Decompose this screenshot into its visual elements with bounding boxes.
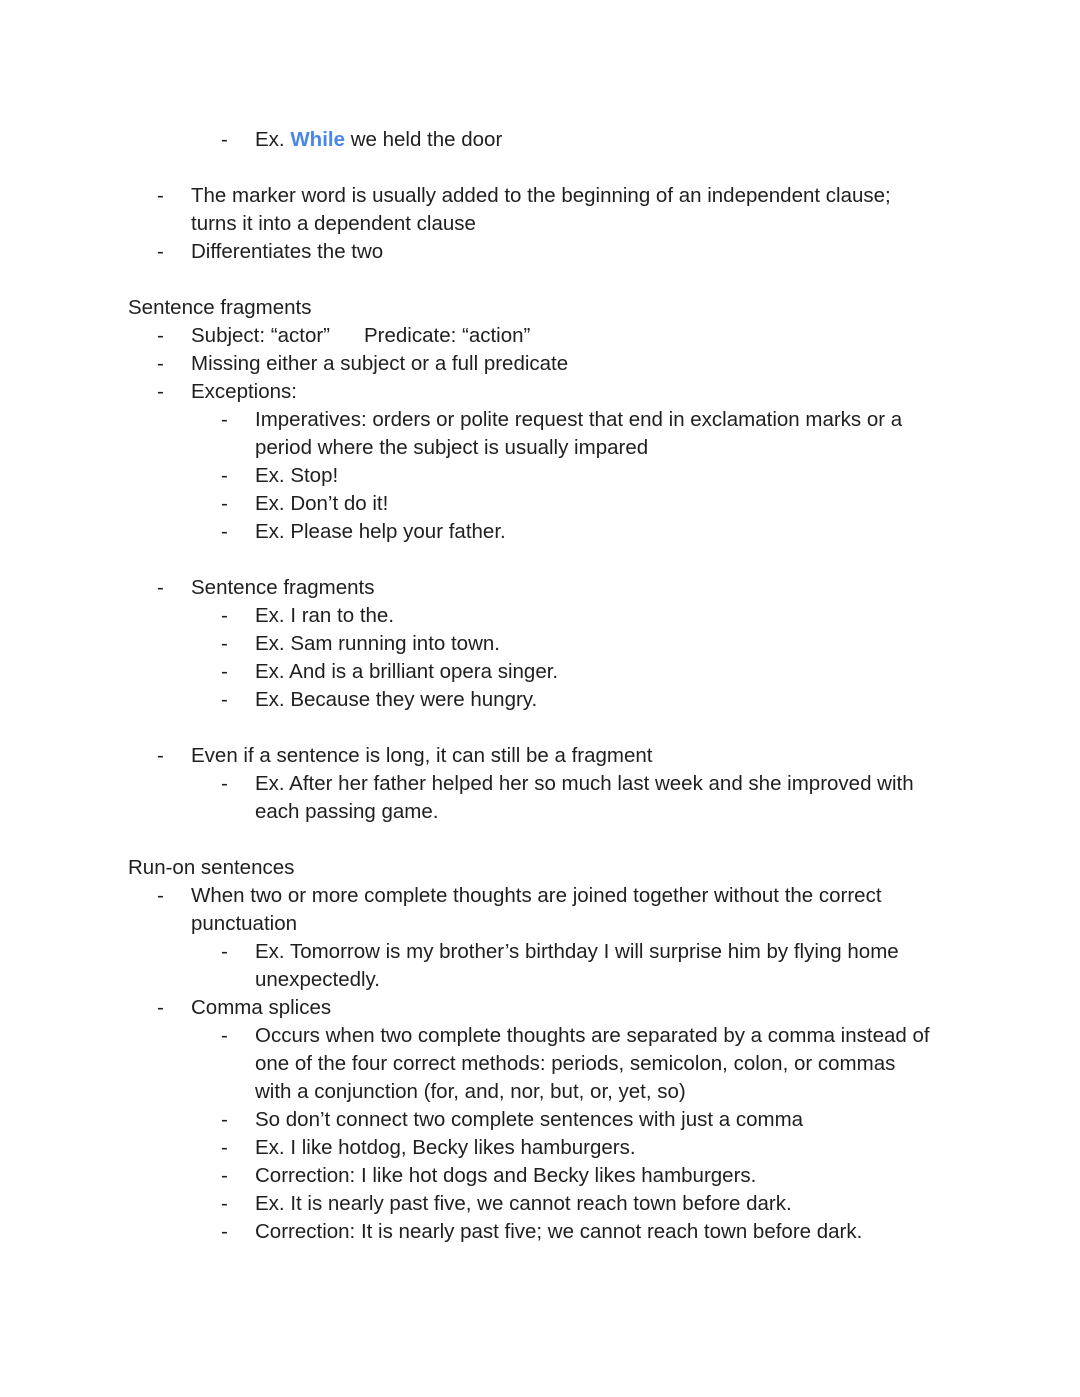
comma-splice-definition: one of the four correct methods: periods, semicolon, colon, or commas bbox=[255, 1052, 896, 1075]
bullet-dash: - bbox=[157, 352, 164, 375]
fragment-example: Ex. Because they were hungry. bbox=[255, 688, 538, 711]
bullet-dash: - bbox=[157, 380, 164, 403]
fragment-example: Ex. Sam running into town. bbox=[255, 632, 500, 655]
long-fragment-note: Even if a sentence is long, it can still be a fragment bbox=[191, 744, 653, 767]
marker-note-line: The marker word is usually added to the beginning of an independent clause; bbox=[191, 184, 891, 207]
imperatives-line: Imperatives: orders or polite request that end in exclamation marks or a bbox=[255, 408, 903, 431]
bullet-dash: - bbox=[157, 240, 164, 263]
bullet-dash: - bbox=[157, 576, 164, 599]
comma-splice-detail: So don’t connect two complete sentences with just a comma bbox=[255, 1108, 804, 1131]
comma-splice-detail: Ex. It is nearly past five, we cannot reach town before dark. bbox=[255, 1192, 792, 1215]
bullet-dash: - bbox=[221, 1108, 228, 1131]
fragment-example: Ex. I ran to the. bbox=[255, 604, 395, 627]
fragments-subheading: Sentence fragments bbox=[191, 576, 375, 599]
exception-example: Ex. Stop! bbox=[255, 464, 339, 487]
bullet-dash: - bbox=[221, 632, 228, 655]
fragment-example: Ex. And is a brilliant opera singer. bbox=[255, 660, 559, 683]
bullet-dash: - bbox=[221, 520, 228, 543]
bullet-dash: - bbox=[157, 744, 164, 767]
subject-predicate-line bbox=[191, 322, 530, 350]
subject-definition: Subject: “actor” bbox=[191, 324, 330, 347]
bullet-dash: - bbox=[157, 996, 164, 1019]
marker-example bbox=[255, 126, 502, 154]
section-heading-runon: Run-on sentences bbox=[128, 856, 295, 879]
runon-definition: punctuation bbox=[191, 912, 298, 935]
runon-example: Ex. Tomorrow is my brother’s birthday I will surprise him by flying home bbox=[255, 940, 899, 963]
bullet-dash: - bbox=[157, 324, 164, 347]
bullet-dash: - bbox=[221, 408, 228, 431]
highlighted-marker-word: While bbox=[290, 128, 345, 151]
bullet-dash: - bbox=[221, 1164, 228, 1187]
comma-splice-definition: with a conjunction (for, and, nor, but, or, yet, so) bbox=[255, 1080, 686, 1103]
bullet-dash: - bbox=[221, 940, 228, 963]
bullet-dash: - bbox=[221, 1024, 228, 1047]
marker-note-line: Differentiates the two bbox=[191, 240, 384, 263]
long-fragment-example: Ex. After her father helped her so much last week and she improved with bbox=[255, 772, 914, 795]
missing-note: Missing either a subject or a full predicate bbox=[191, 352, 569, 375]
bullet-dash: - bbox=[221, 1220, 228, 1243]
long-fragment-example: each passing game. bbox=[255, 800, 439, 823]
comma-splice-definition: Occurs when two complete thoughts are separated by a comma instead of bbox=[255, 1024, 930, 1047]
bullet-dash: - bbox=[221, 688, 228, 711]
bullet-dash: - bbox=[221, 464, 228, 487]
bullet-dash: - bbox=[221, 660, 228, 683]
comma-splice-detail: Correction: I like hot dogs and Becky likes hamburgers. bbox=[255, 1164, 757, 1187]
example-suffix: we held the door bbox=[345, 128, 503, 151]
example-prefix: Ex. bbox=[255, 128, 291, 151]
bullet-dash: - bbox=[157, 884, 164, 907]
comma-splice-detail: Correction: It is nearly past five; we cannot reach town before dark. bbox=[255, 1220, 863, 1243]
bullet-dash: - bbox=[221, 128, 228, 151]
exceptions-label: Exceptions: bbox=[191, 380, 297, 403]
bullet-dash: - bbox=[221, 492, 228, 515]
comma-splice-detail: Ex. I like hotdog, Becky likes hamburgers. bbox=[255, 1136, 636, 1159]
exception-example: Ex. Please help your father. bbox=[255, 520, 506, 543]
comma-splices-label: Comma splices bbox=[191, 996, 332, 1019]
section-heading-fragments: Sentence fragments bbox=[128, 296, 312, 319]
bullet-dash: - bbox=[221, 772, 228, 795]
bullet-dash: - bbox=[221, 1136, 228, 1159]
runon-example: unexpectedly. bbox=[255, 968, 380, 991]
bullet-dash: - bbox=[221, 1192, 228, 1215]
marker-note-line: turns it into a dependent clause bbox=[191, 212, 476, 235]
imperatives-line: period where the subject is usually impared bbox=[255, 436, 649, 459]
bullet-dash: - bbox=[221, 604, 228, 627]
bullet-dash: - bbox=[157, 184, 164, 207]
predicate-definition: Predicate: “action” bbox=[364, 324, 531, 347]
exception-example: Ex. Don’t do it! bbox=[255, 492, 389, 515]
runon-definition: When two or more complete thoughts are joined together without the correct bbox=[191, 884, 882, 907]
